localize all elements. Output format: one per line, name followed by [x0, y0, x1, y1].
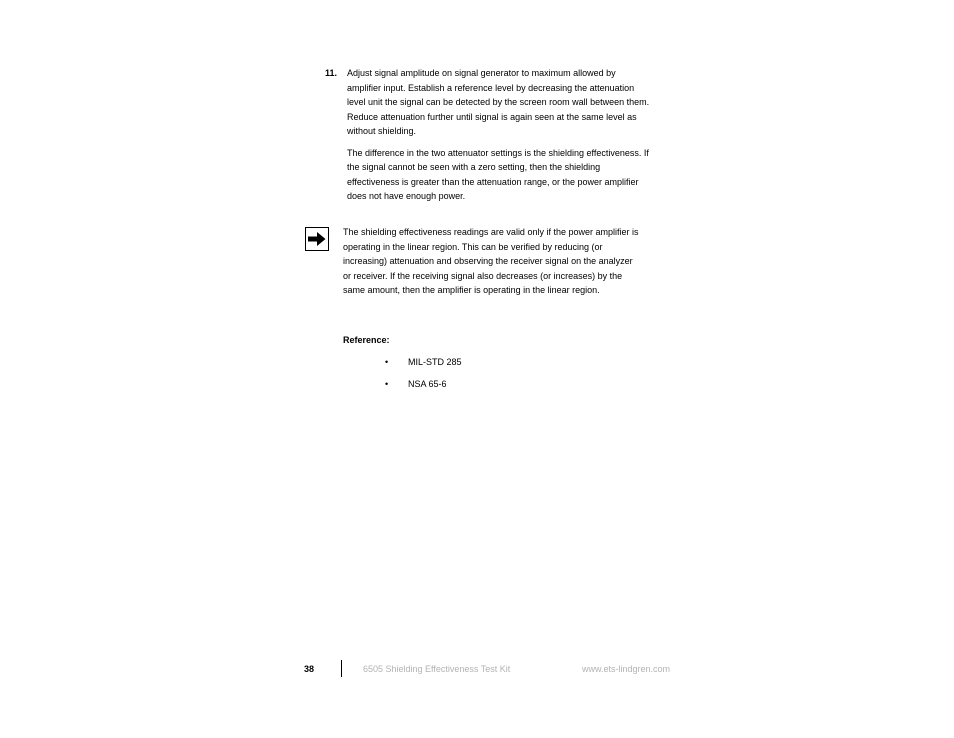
footer-document-title: 6505 Shielding Effectiveness Test Kit [363, 664, 511, 674]
footer-divider [341, 660, 342, 677]
step-number: 11. [325, 68, 338, 78]
step-paragraph-2: The difference in the two attenuator settings is the shielding effectiveness. If the signal cannot be seen with a zero setting, then the shielding effectiveness is greater than the attenuation range, or the power amplifier does not have enough power. [347, 147, 649, 201]
note-text: The shielding effectiveness readings are valid only if the power amplifier is operating in the linear region. This can be verified by reducing (or increasing) attenuation and observing the receiver signal on the analyzer or receiver. If the receiving signal also decreases (or increases) by the same amount, then the amplifier is operating in the linear region. [343, 227, 639, 295]
bullet: • [385, 379, 389, 389]
reference-heading: Reference: [343, 335, 390, 345]
step-paragraph-1: Adjust signal amplitude on signal generator to maximum allowed by amplifier input. Establish a reference level by decreasing the attenuation level unit the signal can be detected by the screen room wall between them. Reduce attenuation further until signal is again seen at the same level as without shielding. [347, 68, 650, 136]
step-body [347, 66, 652, 211]
footer-url: www.ets-lindgren.com [582, 664, 671, 674]
bullet: • [385, 357, 389, 367]
reference-item-label: NSA 65-6 [408, 379, 447, 389]
reference-item-label: MIL-STD 285 [408, 357, 462, 367]
arrow-right-icon [305, 227, 329, 251]
page-number: 38 [304, 664, 315, 674]
